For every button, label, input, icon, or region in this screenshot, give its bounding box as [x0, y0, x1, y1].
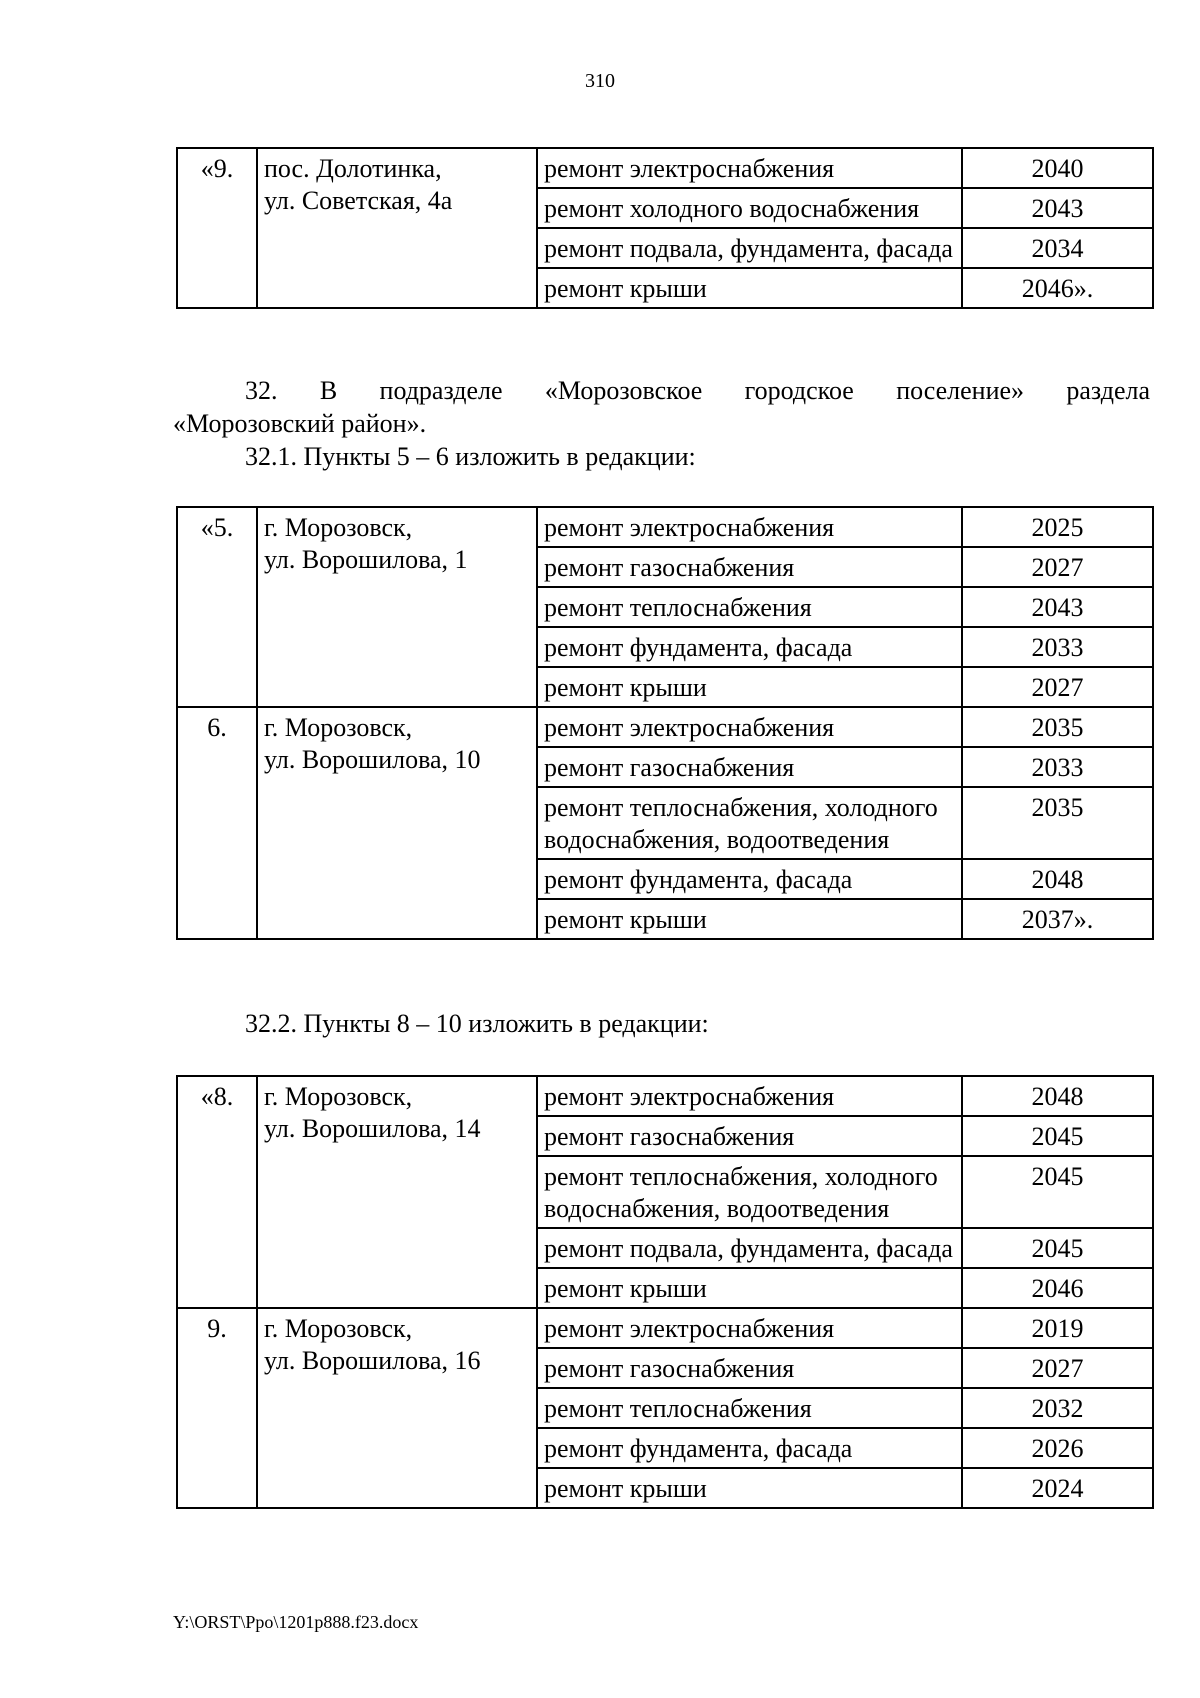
address-line: ул. Ворошилова, 1 — [264, 545, 468, 574]
year-cell: 2025 — [962, 507, 1153, 547]
address-line: ул. Ворошилова, 10 — [264, 745, 481, 774]
work-cell: ремонт электроснабжения — [537, 1308, 962, 1348]
work-cell: ремонт теплоснабжения, холодного водоснабжения, водоотведения — [537, 787, 962, 859]
row-number: «5. — [177, 507, 257, 707]
work-cell: ремонт крыши — [537, 268, 962, 308]
table-addresses-3 — [176, 1075, 1154, 1509]
year-cell: 2033 — [962, 747, 1153, 787]
address-line: пос. Долотинка, — [264, 154, 442, 183]
year-cell: 2045 — [962, 1228, 1153, 1268]
work-cell: ремонт крыши — [537, 667, 962, 707]
work-cell: ремонт газоснабжения — [537, 1348, 962, 1388]
address-line: г. Морозовск, — [264, 513, 413, 542]
address-cell — [257, 148, 537, 308]
year-cell: 2033 — [962, 627, 1153, 667]
table-row — [177, 1076, 1153, 1116]
row-number: «8. — [177, 1076, 257, 1308]
work-cell: ремонт крыши — [537, 1268, 962, 1308]
work-cell: ремонт газоснабжения — [537, 1116, 962, 1156]
work-cell: ремонт электроснабжения — [537, 507, 962, 547]
work-cell: ремонт теплоснабжения — [537, 1388, 962, 1428]
section-32-line1: 32. В подразделе «Морозовское городское поселение» раздела — [245, 376, 1150, 405]
table-addresses-1 — [176, 147, 1154, 309]
address-cell — [257, 507, 537, 707]
year-cell: 2048 — [962, 859, 1153, 899]
address-cell — [257, 707, 537, 939]
address-line: ул. Советская, 4а — [264, 186, 453, 215]
address-cell — [257, 1076, 537, 1308]
row-number: «9. — [177, 148, 257, 308]
address-cell — [257, 1308, 537, 1508]
address-line: г. Морозовск, — [264, 1314, 413, 1343]
year-cell: 2045 — [962, 1156, 1153, 1228]
work-cell: ремонт теплоснабжения, холодного водоснабжения, водоотведения — [537, 1156, 962, 1228]
address-line: ул. Ворошилова, 14 — [264, 1114, 481, 1143]
section-32-1-heading: 32.1. Пункты 5 – 6 изложить в редакции: — [245, 442, 696, 471]
work-cell: ремонт подвала, фундамента, фасада — [537, 1228, 962, 1268]
work-cell: ремонт фундамента, фасада — [537, 859, 962, 899]
year-cell: 2026 — [962, 1428, 1153, 1468]
work-cell: ремонт крыши — [537, 1468, 962, 1508]
year-cell: 2037». — [962, 899, 1153, 939]
work-cell: ремонт подвала, фундамента, фасада — [537, 228, 962, 268]
table-row — [177, 707, 1153, 747]
address-line: ул. Ворошилова, 16 — [264, 1346, 481, 1375]
table-addresses-2 — [176, 506, 1154, 940]
year-cell: 2027 — [962, 1348, 1153, 1388]
year-cell: 2019 — [962, 1308, 1153, 1348]
work-cell: ремонт электроснабжения — [537, 148, 962, 188]
work-cell: ремонт фундамента, фасада — [537, 1428, 962, 1468]
row-number: 6. — [177, 707, 257, 939]
section-32-2-heading: 32.2. Пункты 8 – 10 изложить в редакции: — [245, 1009, 709, 1038]
address-line: г. Морозовск, — [264, 1082, 413, 1111]
table-row — [177, 507, 1153, 547]
year-cell: 2048 — [962, 1076, 1153, 1116]
section-32-line2: «Морозовский район». — [173, 409, 427, 438]
table-row — [177, 1308, 1153, 1348]
work-cell: ремонт газоснабжения — [537, 547, 962, 587]
work-cell: ремонт холодного водоснабжения — [537, 188, 962, 228]
row-number: 9. — [177, 1308, 257, 1508]
table-row — [177, 148, 1153, 188]
year-cell: 2046». — [962, 268, 1153, 308]
address-line: г. Морозовск, — [264, 713, 413, 742]
year-cell: 2045 — [962, 1116, 1153, 1156]
work-cell: ремонт газоснабжения — [537, 747, 962, 787]
year-cell: 2034 — [962, 228, 1153, 268]
work-cell: ремонт электроснабжения — [537, 707, 962, 747]
work-cell: ремонт крыши — [537, 899, 962, 939]
work-cell: ремонт электроснабжения — [537, 1076, 962, 1116]
year-cell: 2043 — [962, 587, 1153, 627]
footer-file-path: Y:\ORST\Ppo\1201p888.f23.docx — [173, 1612, 419, 1632]
page-number: 310 — [585, 70, 615, 92]
year-cell: 2035 — [962, 787, 1153, 859]
year-cell: 2046 — [962, 1268, 1153, 1308]
year-cell: 2040 — [962, 148, 1153, 188]
year-cell: 2024 — [962, 1468, 1153, 1508]
year-cell: 2043 — [962, 188, 1153, 228]
year-cell: 2032 — [962, 1388, 1153, 1428]
year-cell: 2035 — [962, 707, 1153, 747]
work-cell: ремонт фундамента, фасада — [537, 627, 962, 667]
year-cell: 2027 — [962, 667, 1153, 707]
work-cell: ремонт теплоснабжения — [537, 587, 962, 627]
year-cell: 2027 — [962, 547, 1153, 587]
